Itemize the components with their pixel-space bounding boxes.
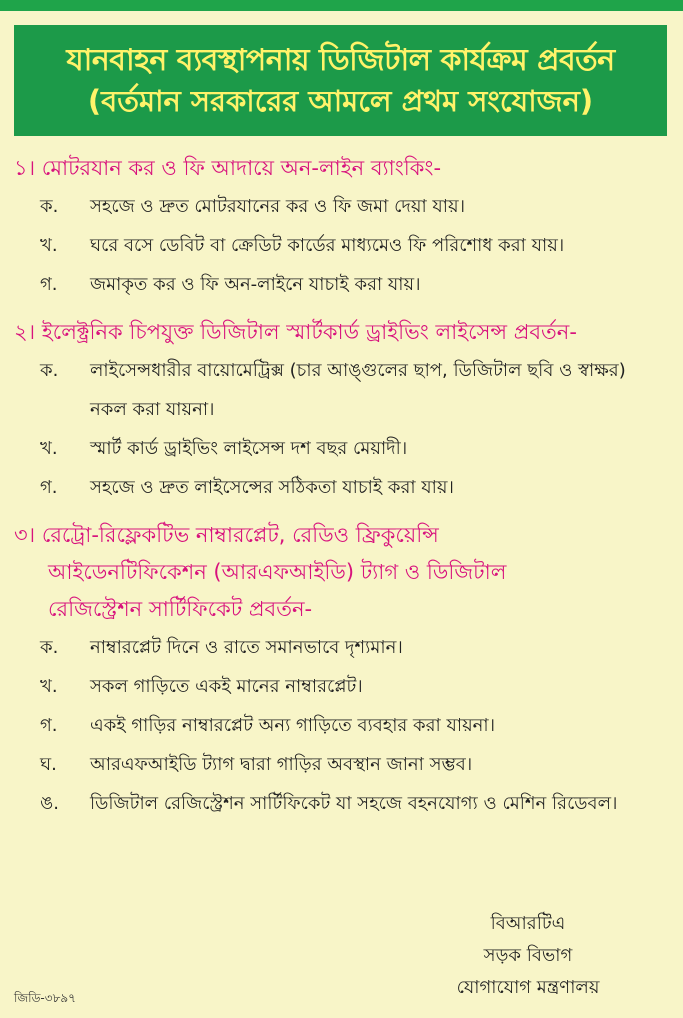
item-marker: ঘ. [40,754,57,775]
list-item [0,784,683,823]
item-text: সহজে ও দ্রুত লাইসেন্সের সঠিকতা যাচাই করা যায়। [90,477,454,498]
item-marker: ক. [40,360,59,381]
list-item [0,429,683,468]
section-2 [0,314,683,507]
item-text: আরএফআইডি ট্যাগ দ্বারা গাড়ির অবস্থান জানা সম্ভব। [90,754,473,775]
list-item [0,628,683,667]
section-heading-line: রেজিস্ট্রেশন সার্টিফিকেট প্রবর্তন- [48,597,313,621]
item-marker: গ. [40,274,58,295]
section-heading: ১। মোটরযান কর ও ফি আদায়ে অন-লাইন ব্যাংকিং- [14,156,442,180]
item-text: ডিজিটাল রেজিস্ট্রেশন সার্টিফিকেট যা সহজে বহনযোগ্য ও মেশিন রিডেবল। [90,793,618,814]
item-text: সকল গাড়িতে একই মানের নাম্বারপ্লেট। [90,676,363,697]
top-green-stripe [0,0,683,11]
list-item [0,351,683,429]
section-heading [0,517,683,628]
item-marker: গ. [40,477,58,498]
signature-org: বিআরটিএ [490,913,566,934]
item-marker: ক. [40,196,59,217]
section-3 [0,517,683,823]
item-text: ঘরে বসে ডেবিট বা ক্রেডিট কার্ডের মাধ্যমেও ফি পরিশোধ করা যায়। [90,235,565,256]
list-item [0,226,683,265]
item-marker: গ. [40,715,58,736]
list-item [0,667,683,706]
item-marker: ক. [40,637,59,658]
header-banner [14,25,667,136]
item-marker: খ. [40,676,58,697]
list-item [0,265,683,304]
item-text: স্মার্ট কার্ড ড্রাইভিং লাইসেন্স দশ বছর মেয়াদী। [90,438,408,459]
signature-division: সড়ক বিভাগ [483,945,573,966]
list-item [0,745,683,784]
item-text: লাইসেন্সধারীর বায়োমেট্রিক্স (চার আঙ্গুলের ছাপ, ডিজিটাল ছবি ও স্বাক্ষর) নকল করা যায়না। [90,360,626,420]
footer-code: জিডি-৩৮৯৭ [14,991,76,1005]
section-heading-line: আইডেনটিফিকেশন (আরএফআইডি) ট্যাগ ও ডিজিটাল [48,560,507,584]
page-title: যানবাহন ব্যবস্থাপনায় ডিজিটাল কার্যক্রম প্রবর্তন [66,42,615,78]
item-marker: ঙ. [40,793,59,814]
item-marker: খ. [40,438,58,459]
section-heading-line: ৩। রেট্রো-রিফ্লেকটিভ নাম্বারপ্লেট, রেডিও ফ্রিকুয়েন্সি [14,523,439,547]
item-text: একই গাড়ির নাম্বারপ্লেট অন্য গাড়িতে ব্যবহার করা যায়না। [90,715,496,736]
section-1 [0,150,683,304]
item-text: নাম্বারপ্লেট দিনে ও রাতে সমানভাবে দৃশ্যমান। [90,637,403,658]
item-marker: খ. [40,235,58,256]
section-heading: ২। ইলেক্ট্রনিক চিপযুক্ত ডিজিটাল স্মার্টকার্ড ড্রাইভিং লাইসেন্স প্রবর্তন- [14,320,577,344]
item-text: জমাকৃত কর ও ফি অন-লাইনে যাচাই করা যায়। [90,274,421,295]
signature-block [418,908,638,1004]
list-item [0,706,683,745]
item-text: সহজে ও দ্রুত মোটরযানের কর ও ফি জমা দেয়া যায়। [90,196,466,217]
notice-content [0,150,683,833]
list-item [0,468,683,507]
signature-ministry: যোগাযোগ মন্ত্রণালয় [456,977,600,998]
page-subtitle: (বর্তমান সরকারের আমলে প্রথম সংযোজন) [87,83,594,118]
list-item [0,187,683,226]
